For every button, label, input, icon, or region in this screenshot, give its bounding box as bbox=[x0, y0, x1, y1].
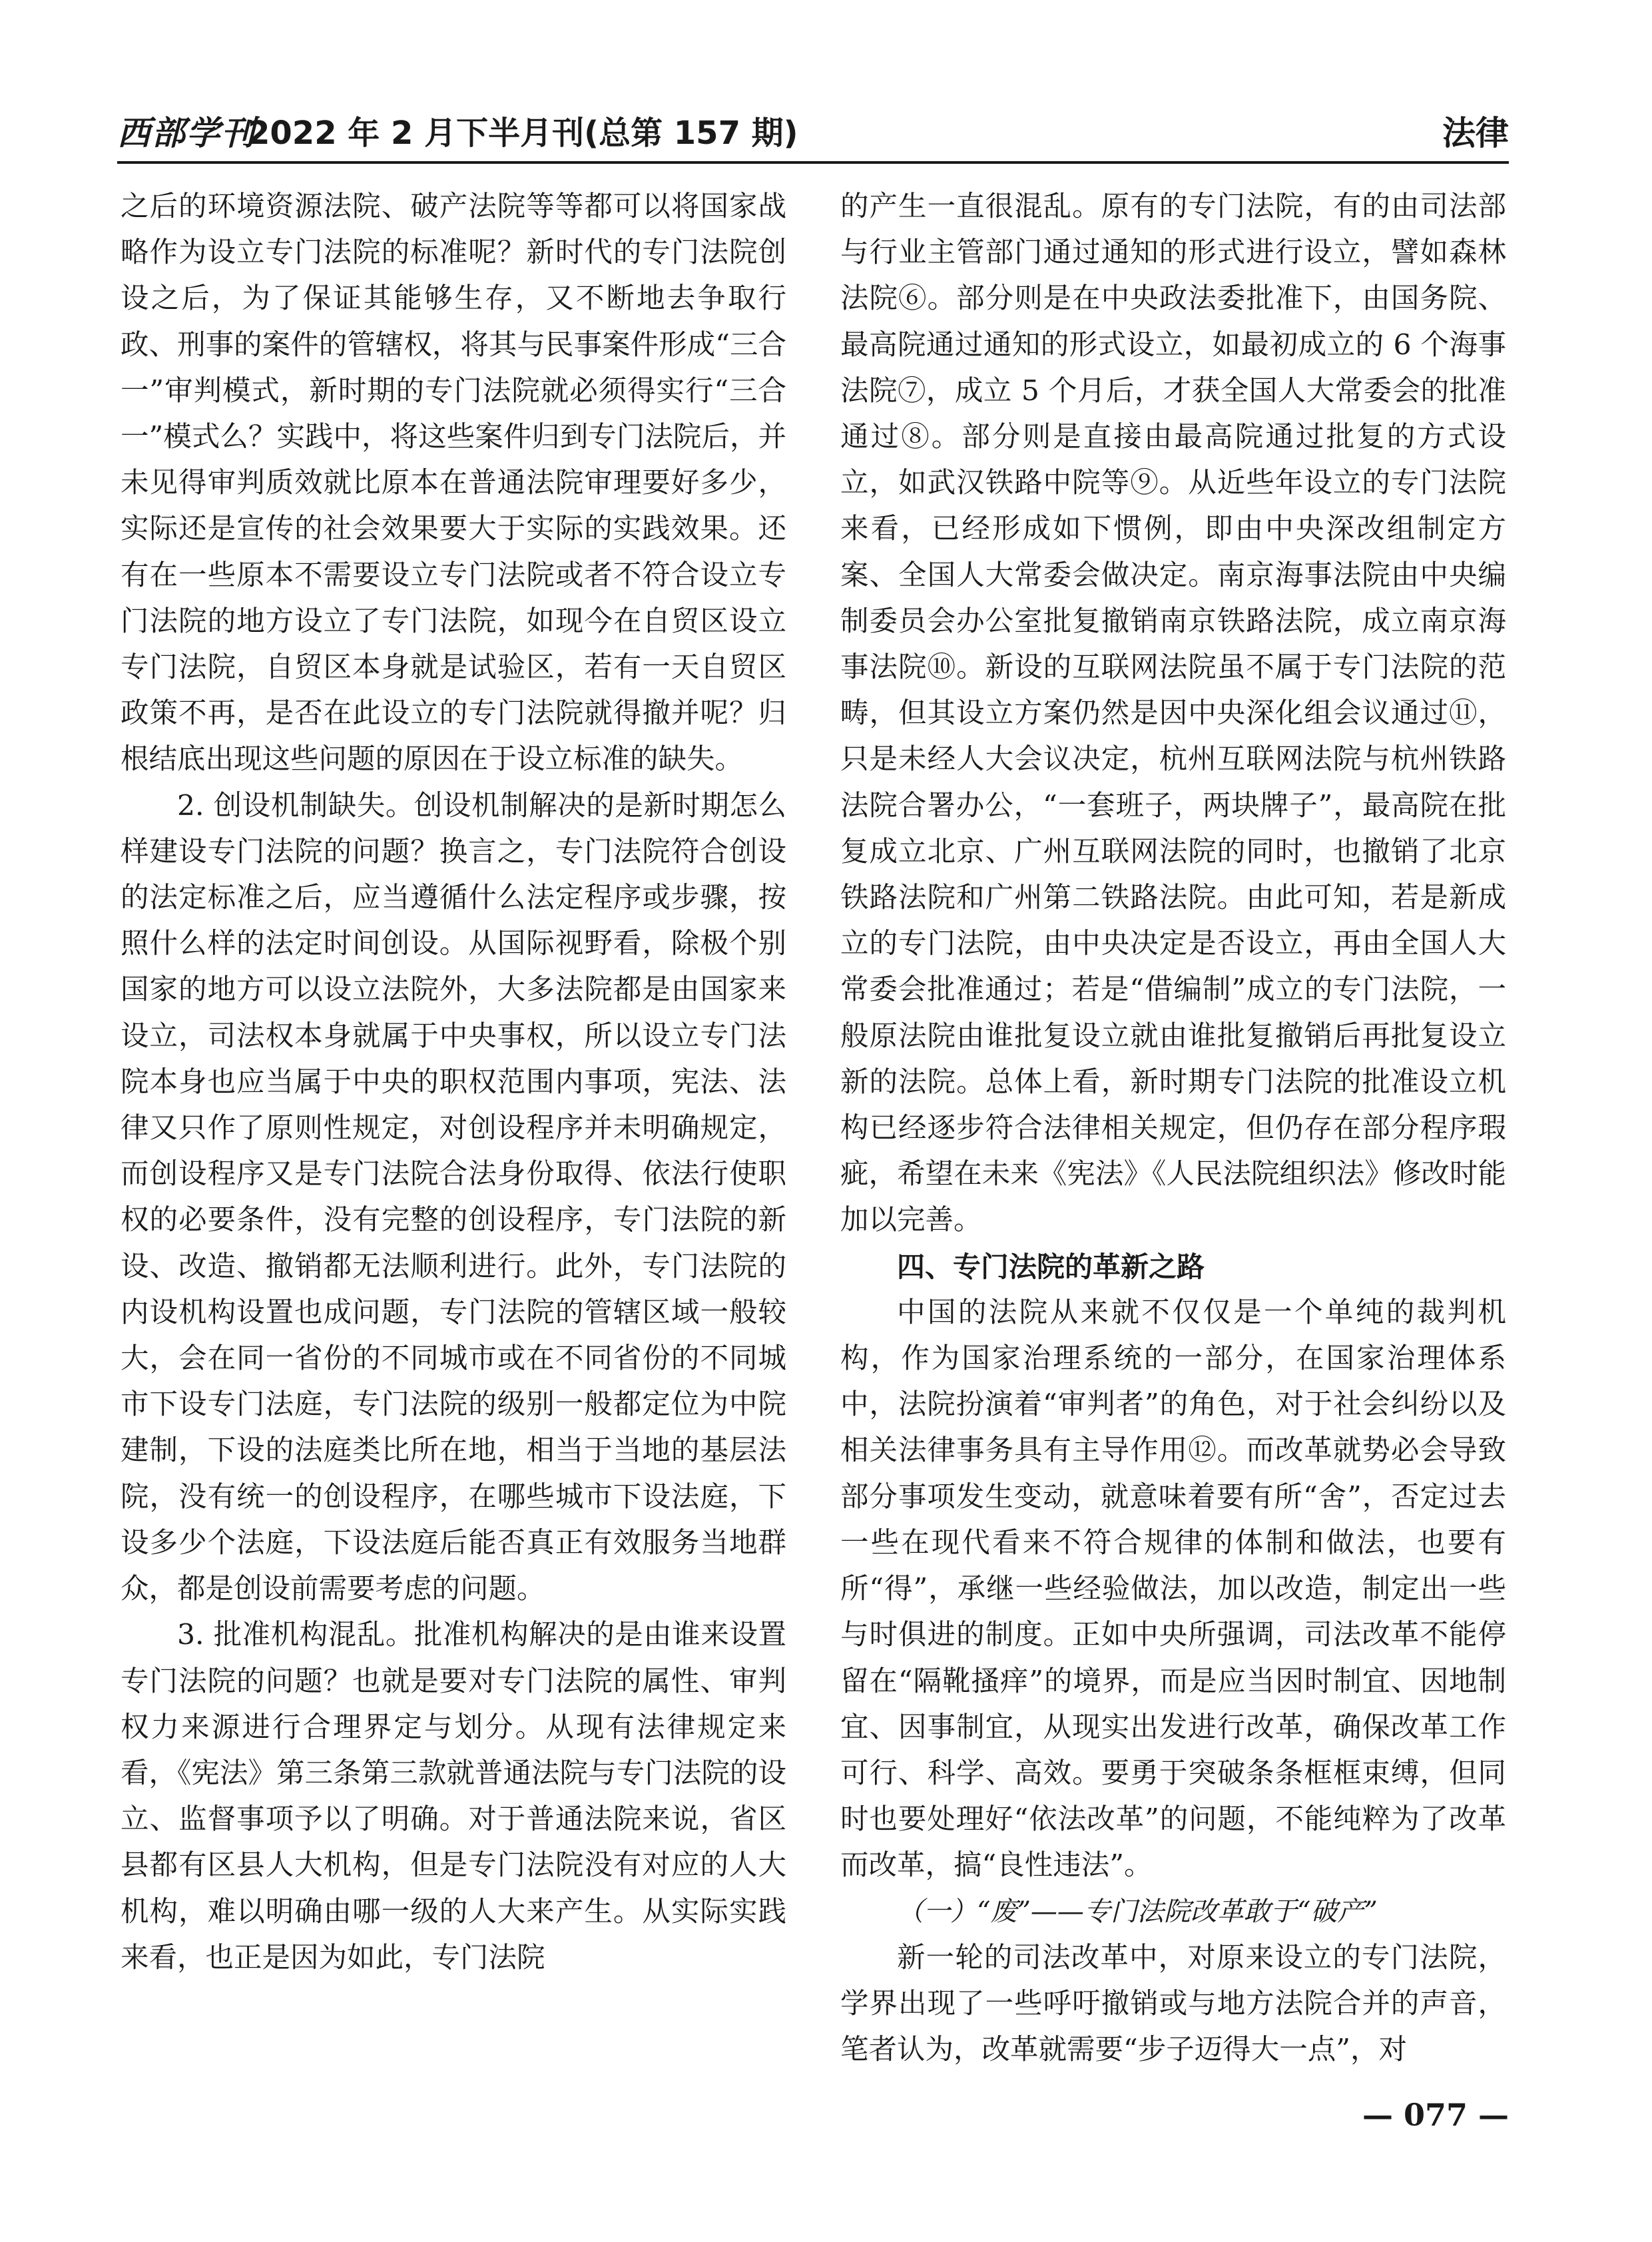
section-label: 法律 bbox=[1442, 114, 1509, 152]
running-header bbox=[117, 111, 1509, 157]
body-paragraph: 之后的环境资源法院、破产法院等等都可以将国家战略作为设立专门法院的标准呢？新时代的专门法院创设之后，为了保证其能够生存，又不断地去争取行政、刑事的案件的管辖权，将其与民事案件形成“三合一”审判模式，新时期的专门法院就必须得实行“三合一”模式么？实践中，将这些案件归到专门法院后，并未见得审判质效就比原本在普通法院审理要好多少，实际还是宣传的社会效果要大于实际的实践效果。还有在一些原本不需要设立专门法院或者不符合设立专门法院的地方设立了专门法院，如现今在自贸区设立专门法院，自贸区本身就是试验区，若有一天自贸区政策不再，是否在此设立的专门法院就得撤并呢？归根结底出现这些问题的原因在于设立标准的缺失。 bbox=[121, 190, 786, 776]
journal-logo: 西部学刊 bbox=[117, 113, 256, 152]
body-paragraph: 中国的法院从来就不仅仅是一个单纯的裁判机构，作为国家治理系统的一部分，在国家治理体系中，法院扮演着“审判者”的角色，对于社会纠纷以及相关法律事务具有主导作用⑫。而改革就势必会导致部分事项发生变动，就意味着要有所“舍”，否定过去一些在现代看来不符合规律的体制和做法，也要有所“得”，承继一些经验做法，加以改造，制定出一些与时俱进的制度。正如中央所强调，司法改革不能停留在“隔靴搔痒”的境界，而是应当因时制宜、因地制宜、因事制宜，从现实出发进行改革，确保改革工作可行、科学、高效。要勇于突破条条框框束缚，但同时也要处理好“依法改革”的问题，不能纯粹为了改革而改革，搞“良性违法”。 bbox=[840, 1296, 1506, 1882]
body-paragraph: 3. 批准机构混乱。批准机构解决的是由谁来设置专门法院的问题？也就是要对专门法院的属性、审判权力来源进行合理界定与划分。从现有法律规定来看，《宪法》第三条第三款就普通法院与专门法院的设立、监督事项予以了明确。对于普通法院来说，省区县都有区县人大机构，但是专门法院没有对应的人大机构，难以明确由哪一级的人大来产生。从实际实践来看，也正是因为如此，专门法院 bbox=[121, 1619, 786, 1974]
page-number: — 077 — bbox=[1362, 2097, 1509, 2133]
left-column bbox=[121, 184, 786, 2048]
body-paragraph: 新一轮的司法改革中，对原来设立的专门法院，学界出现了一些呼吁撤销或与地方法院合并的声音，笔者认为，改革就需要“步子迈得大一点”，对 bbox=[840, 1941, 1506, 2067]
body-paragraph: 2. 创设机制缺失。创设机制解决的是新时期怎么样建设专门法院的问题？换言之，专门法院符合创设的法定标准之后，应当遵循什么法定程序或步骤，按照什么样的法定时间创设。从国际视野看，除极个别国家的地方可以设立法院外，大多法院都是由国家来设立，司法权本身就属于中央事权，所以设立专门法院本身也应当属于中央的职权范围内事项，宪法、法律又只作了原则性规定，对创设程序并未明确规定，而创设程序又是专门法院合法身份取得、依法行使职权的必要条件，没有完整的创设程序，专门法院的新设、改造、撤销都无法顺利进行。此外，专门法院的内设机构设置也成问题，专门法院的管辖区域一般较大，会在同一省份的不同城市或在不同省份的不同城市下设专门法庭，专门法院的级别一般都定位为中院建制，下设的法庭类比所在地，相当于当地的基层法院，没有统一的创设程序，在哪些城市下设法庭，下设多少个法庭，下设法庭后能否真正有效服务当地群众，都是创设前需要考虑的问题。 bbox=[121, 789, 786, 1606]
issue-info: 2022 年 2 月下半月刊(总第 157 期) bbox=[248, 115, 798, 152]
header-rule bbox=[117, 161, 1509, 164]
body-paragraph: 的产生一直很混乱。原有的专门法院，有的由司法部与行业主管部门通过通知的形式进行设立，譬如森林法院⑥。部分则是在中央政法委批准下，由国务院、最高院通过通知的形式设立，如最初成立的 6 个海事法院⑦，成立 5 个月后，才获全国人大常委会的批准通过⑧。部分则是直接由最高院通过批复的方式设立，如武汉铁路中院等⑨。从近些年设立的专门法院来看，已经形成如下惯例，即由中央深改组制定方案、全国人大常委会做决定。南京海事法院由中央编制委员会办公室批复撤销南京铁路法院，成立南京海事法院⑩。新设的互联网法院虽不属于专门法院的范畴，但其设立方案仍然是因中央深化组会议通过⑪，只是未经人大会议决定，杭州互联网法院与杭州铁路法院合署办公，“一套班子，两块牌子”，最高院在批复成立北京、广州互联网法院的同时，也撤销了北京铁路法院和广州第二铁路法院。由此可知，若是新成立的专门法院，由中央决定是否设立，再由全国人大常委会批准通过；若是“借编制”成立的专门法院，一般原法院由谁批复设立就由谁批复撤销后再批复设立新的法院。总体上看，新时期专门法院的批准设立机构已经逐步符合法律相关规定，但仍存在部分程序瑕疵，希望在未来《宪法》《人民法院组织法》修改时能加以完善。 bbox=[840, 190, 1506, 1237]
subsection-heading: （一）“废”——专门法院改革敢于“破产” bbox=[897, 1896, 1378, 1927]
section-heading: 四、专门法院的革新之路 bbox=[897, 1250, 1205, 1283]
right-column bbox=[840, 184, 1506, 2067]
